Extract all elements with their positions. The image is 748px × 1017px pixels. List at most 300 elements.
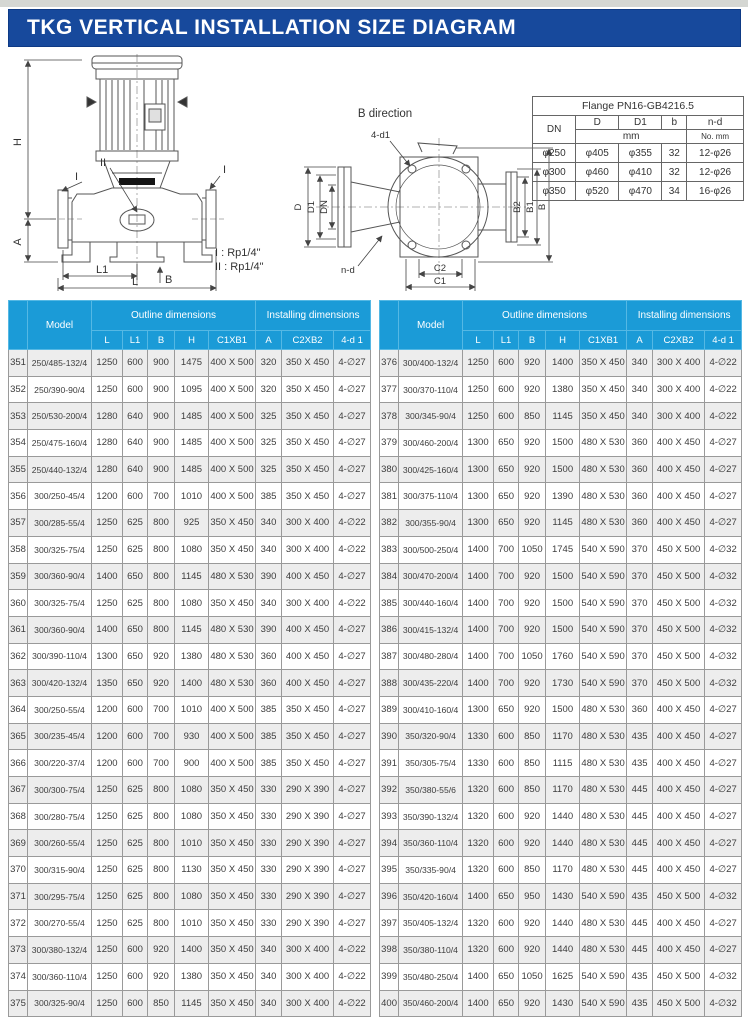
value-cell: 16-φ26 [687, 182, 744, 201]
value-cell: 1440 [546, 937, 580, 964]
value-cell: 4-∅27 [334, 350, 371, 377]
value-cell: 1320 [463, 803, 494, 830]
model-cell: 300/280-75/4 [28, 803, 92, 830]
value-cell: 320 [256, 350, 282, 377]
port-label-i: I [75, 171, 79, 183]
outline-dimensions-header: Outline dimensions [463, 301, 627, 331]
col-c2xb2: C2XB2 [282, 331, 334, 350]
value-cell: 290 X 390 [282, 830, 334, 857]
value-cell: 320 [256, 376, 282, 403]
row-number-cell: 378 [380, 403, 399, 430]
value-cell: 1320 [463, 857, 494, 884]
value-cell: 625 [123, 857, 148, 884]
value-cell: 400 X 500 [209, 403, 256, 430]
table-row [380, 376, 742, 403]
flange-unit-nd: No. mm [687, 130, 744, 144]
value-cell: 400 X 500 [209, 430, 256, 457]
model-cell: 350/460-200/4 [399, 990, 463, 1017]
value-cell: 1250 [463, 403, 494, 430]
value-cell: 600 [123, 376, 148, 403]
table-row [380, 590, 742, 617]
value-cell: 4-∅27 [705, 910, 742, 937]
col-h: H [546, 331, 580, 350]
col-b: B [519, 331, 546, 350]
value-cell: 540 X 590 [580, 990, 627, 1017]
row-number-cell: 382 [380, 510, 399, 537]
table-row [9, 696, 371, 723]
model-cell: 350/320-90/4 [399, 723, 463, 750]
row-number-cell: 368 [9, 803, 28, 830]
row-number-cell: 357 [9, 510, 28, 537]
row-number-cell: 394 [380, 830, 399, 857]
value-cell: 700 [148, 723, 175, 750]
value-cell: 1400 [175, 937, 209, 964]
value-cell: 400 X 450 [282, 670, 334, 697]
value-cell: 1250 [92, 830, 123, 857]
value-cell: 290 X 390 [282, 857, 334, 884]
value-cell: 370 [627, 643, 653, 670]
row-number-cell: 358 [9, 536, 28, 563]
value-cell: 4-∅22 [705, 403, 742, 430]
value-cell: 920 [519, 803, 546, 830]
value-cell: 350 X 450 [282, 696, 334, 723]
value-cell: 1300 [463, 696, 494, 723]
model-cell: 300/415-132/4 [399, 616, 463, 643]
value-cell: 1730 [546, 670, 580, 697]
model-cell: 250/440-132/4 [28, 456, 92, 483]
table-row [9, 536, 371, 563]
value-cell: 4-∅27 [334, 696, 371, 723]
col-c1xb1: C1XB1 [209, 331, 256, 350]
model-cell: 300/285-55/4 [28, 510, 92, 537]
value-cell: 480 X 530 [209, 616, 256, 643]
value-cell: 400 X 450 [653, 750, 705, 777]
dim-label-b1: B1 [525, 201, 536, 213]
value-cell: 1250 [92, 590, 123, 617]
value-cell: 1400 [463, 590, 494, 617]
model-cell: 300/325-90/4 [28, 990, 92, 1017]
value-cell: 1145 [175, 563, 209, 590]
size-table-left [8, 300, 371, 1017]
table-row [9, 350, 371, 377]
flange-table-title: Flange PN16-GB4216.5 [533, 97, 744, 116]
value-cell: 1760 [546, 643, 580, 670]
value-cell: 850 [519, 750, 546, 777]
dim-label-l1: L1 [96, 264, 109, 276]
model-cell: 300/420-132/4 [28, 670, 92, 697]
value-cell: 4-∅27 [705, 857, 742, 884]
col-4d1: 4-d 1 [705, 331, 742, 350]
value-cell: 1250 [92, 803, 123, 830]
value-cell: 700 [494, 536, 519, 563]
outline-dimensions-header: Outline dimensions [92, 301, 256, 331]
value-cell: 450 X 500 [653, 590, 705, 617]
model-cell: φ405 [576, 144, 619, 163]
value-cell: 900 [148, 456, 175, 483]
value-cell: 435 [627, 883, 653, 910]
value-cell: 1080 [175, 590, 209, 617]
value-cell: 4-∅22 [334, 937, 371, 964]
value-cell: 700 [148, 696, 175, 723]
value-cell: 1280 [92, 430, 123, 457]
value-cell: 480 X 530 [580, 723, 627, 750]
row-number-cell: 374 [9, 963, 28, 990]
value-cell: 350 X 450 [282, 483, 334, 510]
table-row [380, 483, 742, 510]
dimension-lines [24, 60, 220, 291]
row-number-cell: 388 [380, 670, 399, 697]
value-cell: 540 X 590 [580, 963, 627, 990]
table-row [380, 536, 742, 563]
value-cell: 435 [627, 723, 653, 750]
top-strip [0, 0, 748, 7]
table-row [9, 883, 371, 910]
value-cell: 290 X 390 [282, 803, 334, 830]
value-cell: 625 [123, 590, 148, 617]
value-cell: 625 [123, 536, 148, 563]
value-cell: φ355 [619, 144, 662, 163]
value-cell: 1250 [92, 536, 123, 563]
value-cell: 400 X 450 [653, 777, 705, 804]
value-cell: 370 [627, 616, 653, 643]
table-row [380, 990, 742, 1017]
dim-label-b-right: B [537, 203, 548, 211]
value-cell: 1170 [546, 723, 580, 750]
value-cell: 1390 [546, 483, 580, 510]
table-row [9, 616, 371, 643]
row-number-cell: 399 [380, 963, 399, 990]
flange-col-b: b [662, 116, 687, 130]
model-cell: 300/370-110/4 [399, 376, 463, 403]
value-cell: 1200 [92, 696, 123, 723]
value-cell: 920 [519, 510, 546, 537]
model-cell: 300/435-220/4 [399, 670, 463, 697]
table-row [9, 857, 371, 884]
value-cell: 1300 [92, 643, 123, 670]
value-cell: 350 X 450 [282, 750, 334, 777]
table-row [380, 883, 742, 910]
value-cell: 450 X 500 [653, 616, 705, 643]
value-cell: 340 [627, 350, 653, 377]
value-cell: 12-φ26 [687, 144, 744, 163]
size-table-right-body [380, 350, 742, 1017]
value-cell: 480 X 530 [580, 483, 627, 510]
value-cell: 450 X 500 [653, 670, 705, 697]
value-cell: 1400 [463, 963, 494, 990]
value-cell: 4-∅27 [334, 616, 371, 643]
value-cell: 450 X 500 [653, 963, 705, 990]
value-cell: 1250 [92, 777, 123, 804]
model-cell: 350/405-132/4 [399, 910, 463, 937]
value-cell: 600 [494, 937, 519, 964]
value-cell: 1300 [463, 456, 494, 483]
value-cell: 600 [494, 750, 519, 777]
value-cell: 1320 [463, 910, 494, 937]
row-number-cell: 375 [9, 990, 28, 1017]
col-l1: L1 [123, 331, 148, 350]
value-cell: 950 [519, 883, 546, 910]
value-cell: 1250 [92, 883, 123, 910]
model-cell: 300/470-200/4 [399, 563, 463, 590]
flange-col-d: D [576, 116, 619, 130]
value-cell: 1320 [463, 830, 494, 857]
value-cell: 400 X 450 [653, 510, 705, 537]
table-row [9, 990, 371, 1017]
value-cell: 900 [148, 403, 175, 430]
value-cell: 1400 [175, 670, 209, 697]
value-cell: 350 X 450 [580, 350, 627, 377]
model-cell: 350/380-110/4 [399, 937, 463, 964]
value-cell: 4-∅22 [334, 990, 371, 1017]
model-cell: 350/380-55/6 [399, 777, 463, 804]
value-cell: 400 X 500 [209, 723, 256, 750]
model-cell: 300/400-132/4 [399, 350, 463, 377]
value-cell: 800 [148, 857, 175, 884]
value-cell: 600 [494, 857, 519, 884]
value-cell: 920 [519, 990, 546, 1017]
value-cell: 920 [519, 670, 546, 697]
value-cell: 1330 [463, 750, 494, 777]
value-cell: 650 [494, 990, 519, 1017]
col-b: B [148, 331, 175, 350]
value-cell: 370 [627, 536, 653, 563]
value-cell: 650 [494, 483, 519, 510]
dim-label-l: L [132, 276, 139, 288]
value-cell: 700 [494, 563, 519, 590]
table-row [380, 777, 742, 804]
table-row [380, 723, 742, 750]
value-cell: 650 [494, 510, 519, 537]
value-cell: 4-∅27 [705, 723, 742, 750]
table-row [533, 163, 744, 182]
value-cell: 650 [123, 670, 148, 697]
value-cell: 1380 [175, 963, 209, 990]
table-row [380, 563, 742, 590]
value-cell: 1330 [463, 723, 494, 750]
value-cell: 1440 [546, 830, 580, 857]
value-cell: 1400 [463, 616, 494, 643]
value-cell: 330 [256, 857, 282, 884]
value-cell: 800 [148, 830, 175, 857]
value-cell: 1320 [463, 937, 494, 964]
value-cell: 350 X 450 [580, 403, 627, 430]
row-number-cell: 387 [380, 643, 399, 670]
model-cell: 300/300-75/4 [28, 777, 92, 804]
value-cell: 4-∅27 [705, 510, 742, 537]
value-cell: 400 X 500 [209, 376, 256, 403]
row-number-cell: 381 [380, 483, 399, 510]
value-cell: 445 [627, 937, 653, 964]
value-cell: 480 X 530 [580, 857, 627, 884]
value-cell: 480 X 530 [580, 456, 627, 483]
value-cell: 650 [494, 883, 519, 910]
row-number-cell: 370 [9, 857, 28, 884]
row-number-cell: 355 [9, 456, 28, 483]
value-cell: 445 [627, 803, 653, 830]
value-cell: 4-∅32 [705, 670, 742, 697]
value-cell: 325 [256, 430, 282, 457]
value-cell: 350 X 450 [209, 830, 256, 857]
table-row [9, 963, 371, 990]
value-cell: 400 X 450 [282, 616, 334, 643]
value-cell: 4-∅22 [334, 536, 371, 563]
value-cell: 650 [494, 696, 519, 723]
table-row [380, 803, 742, 830]
value-cell: 480 X 530 [580, 430, 627, 457]
model-cell: 350/390-132/4 [399, 803, 463, 830]
value-cell: 300 X 400 [282, 990, 334, 1017]
value-cell: 4-∅27 [334, 777, 371, 804]
value-cell: 4-∅27 [334, 910, 371, 937]
value-cell: 4-∅32 [705, 990, 742, 1017]
value-cell: 300 X 400 [653, 350, 705, 377]
table-row [9, 563, 371, 590]
value-cell: 800 [148, 777, 175, 804]
value-cell: 650 [494, 456, 519, 483]
value-cell: 800 [148, 910, 175, 937]
value-cell: 1250 [92, 350, 123, 377]
value-cell: 1250 [92, 937, 123, 964]
model-cell: 250/485-132/4 [28, 350, 92, 377]
value-cell: 1010 [175, 910, 209, 937]
value-cell: 4-∅27 [334, 456, 371, 483]
col-c2xb2: C2XB2 [653, 331, 705, 350]
value-cell: 350 X 450 [282, 403, 334, 430]
value-cell: 4-∅27 [334, 483, 371, 510]
value-cell: 600 [123, 750, 148, 777]
value-cell: 1200 [92, 483, 123, 510]
value-cell: 1250 [463, 350, 494, 377]
value-cell: 600 [123, 963, 148, 990]
value-cell: 32 [662, 144, 687, 163]
value-cell: 1080 [175, 883, 209, 910]
value-cell: 920 [519, 483, 546, 510]
value-cell: 1200 [92, 750, 123, 777]
b-direction-title: B direction [357, 108, 413, 120]
value-cell: 800 [148, 563, 175, 590]
value-cell: 700 [494, 670, 519, 697]
row-number-header [9, 301, 28, 350]
value-cell: 640 [123, 430, 148, 457]
value-cell: 4-∅22 [334, 590, 371, 617]
value-cell: 850 [519, 857, 546, 884]
table-row [533, 144, 744, 163]
value-cell: 920 [519, 430, 546, 457]
model-cell: φ460 [576, 163, 619, 182]
value-cell: 360 [627, 483, 653, 510]
value-cell: 1050 [519, 536, 546, 563]
value-cell: 850 [519, 403, 546, 430]
value-cell: 1010 [175, 696, 209, 723]
model-cell: 300/250-55/4 [28, 696, 92, 723]
flange-table-body [533, 144, 744, 201]
value-cell: 290 X 390 [282, 883, 334, 910]
dim-label-dn: DN [319, 200, 330, 214]
value-cell: 1280 [92, 403, 123, 430]
value-cell: 400 X 500 [209, 456, 256, 483]
value-cell: 920 [148, 937, 175, 964]
value-cell: 350 X 450 [282, 430, 334, 457]
dim-label-c1: C1 [433, 276, 447, 287]
model-cell: 300/325-75/4 [28, 536, 92, 563]
value-cell: 920 [519, 376, 546, 403]
value-cell: 920 [519, 830, 546, 857]
port-thread-notes [215, 246, 264, 274]
value-cell: 350 X 450 [209, 883, 256, 910]
table-row [9, 430, 371, 457]
table-row [9, 723, 371, 750]
flange-table [532, 96, 744, 201]
row-number-cell: 392 [380, 777, 399, 804]
value-cell: 400 X 450 [653, 910, 705, 937]
value-cell: 1250 [92, 376, 123, 403]
value-cell: 435 [627, 750, 653, 777]
row-number-cell: 393 [380, 803, 399, 830]
value-cell: 1500 [546, 563, 580, 590]
model-cell: 300/360-110/4 [28, 963, 92, 990]
value-cell: 300 X 400 [282, 590, 334, 617]
value-cell: 800 [148, 616, 175, 643]
table-row [380, 350, 742, 377]
model-cell: 300/270-55/4 [28, 910, 92, 937]
value-cell: 625 [123, 830, 148, 857]
table-row [9, 456, 371, 483]
row-number-cell: 354 [9, 430, 28, 457]
table-row [380, 403, 742, 430]
value-cell: 445 [627, 857, 653, 884]
value-cell: 4-∅27 [334, 403, 371, 430]
value-cell: 4-∅27 [334, 376, 371, 403]
row-number-cell: 380 [380, 456, 399, 483]
value-cell: 480 X 530 [580, 750, 627, 777]
value-cell: 540 X 590 [580, 670, 627, 697]
row-number-cell: 391 [380, 750, 399, 777]
row-number-cell: φ300 [533, 163, 576, 182]
table-row [380, 510, 742, 537]
model-cell: 350/360-110/4 [399, 830, 463, 857]
note-i: I : Rp1/4" [215, 247, 261, 259]
value-cell: 1400 [463, 883, 494, 910]
value-cell: 1745 [546, 536, 580, 563]
value-cell: 1430 [546, 883, 580, 910]
value-cell: 350 X 450 [209, 990, 256, 1017]
value-cell: 650 [494, 963, 519, 990]
value-cell: 34 [662, 182, 687, 201]
value-cell: 800 [148, 883, 175, 910]
value-cell: 370 [627, 590, 653, 617]
value-cell: 1300 [463, 430, 494, 457]
row-number-header [380, 301, 399, 350]
model-cell: 300/440-160/4 [399, 590, 463, 617]
dim-label-d1: D1 [306, 200, 317, 214]
value-cell: 360 [627, 430, 653, 457]
value-cell: 800 [148, 590, 175, 617]
value-cell: 600 [123, 723, 148, 750]
value-cell: 340 [256, 937, 282, 964]
dim-label-b: B [165, 274, 173, 286]
value-cell: 700 [494, 643, 519, 670]
value-cell: 400 X 450 [653, 696, 705, 723]
value-cell: 600 [494, 910, 519, 937]
value-cell: 1475 [175, 350, 209, 377]
row-number-cell: 369 [9, 830, 28, 857]
value-cell: 920 [519, 910, 546, 937]
row-number-cell: 356 [9, 483, 28, 510]
value-cell: 400 X 450 [653, 830, 705, 857]
page-title: TKG VERTICAL INSTALLATION SIZE DIAGRAM [27, 16, 517, 39]
value-cell: 400 X 450 [653, 483, 705, 510]
value-cell: 850 [519, 777, 546, 804]
